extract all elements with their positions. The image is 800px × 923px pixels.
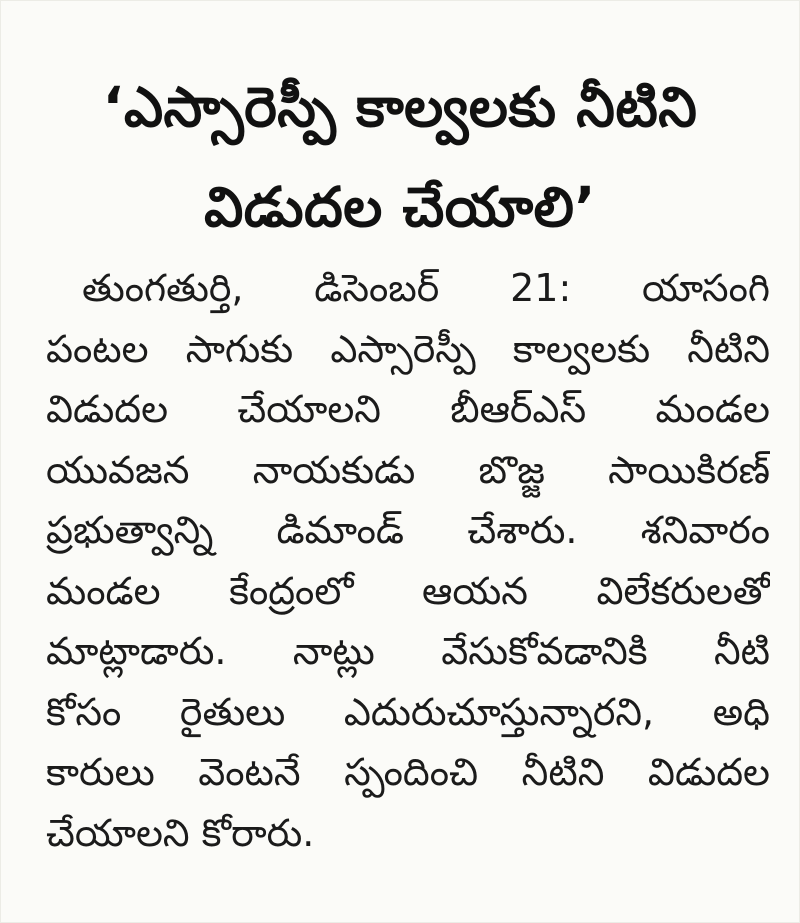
body-line-9: కారులు వెంటనే స్పందించి నీటిని విడుదల — [46, 750, 770, 794]
body-line-4: యువజన నాయకుడు బొజ్జ సాయికిరణ్ — [46, 447, 770, 492]
body-line-1: తుంగతుర్తి, డిసెంబర్ 21: యాసంగి — [82, 266, 770, 310]
body-line-3: విడుదల చేయాలని బీఆర్ఎస్ మండల — [46, 387, 770, 431]
body-line-6: మండల కేంద్రంలో ఆయన విలేకరులతో — [46, 568, 770, 613]
body-line-5: ప్రభుత్వాన్ని డిమాండ్ చేశారు. శనివారం — [46, 508, 770, 552]
headline — [0, 57, 800, 257]
body-line-7: మాట్లాడారు. నాట్లు వేసుకోవడానికి నీటి — [46, 629, 770, 673]
headline-line-1: ‘ఎస్సారెస్పీ కాల్వలకు నీటిని — [102, 74, 698, 139]
body-line-8: కోసం రైతులు ఎదురుచూస్తున్నారని, అధి — [46, 689, 770, 734]
body-line-10: చేయాలని కోరారు. — [46, 810, 315, 855]
article-body — [46, 258, 770, 863]
headline-line-2: విడుదల చేయాలి’ — [204, 174, 596, 239]
body-line-2: పంటల సాగుకు ఎస్సారెస్పీ కాల్వలకు నీటిని — [46, 326, 770, 371]
